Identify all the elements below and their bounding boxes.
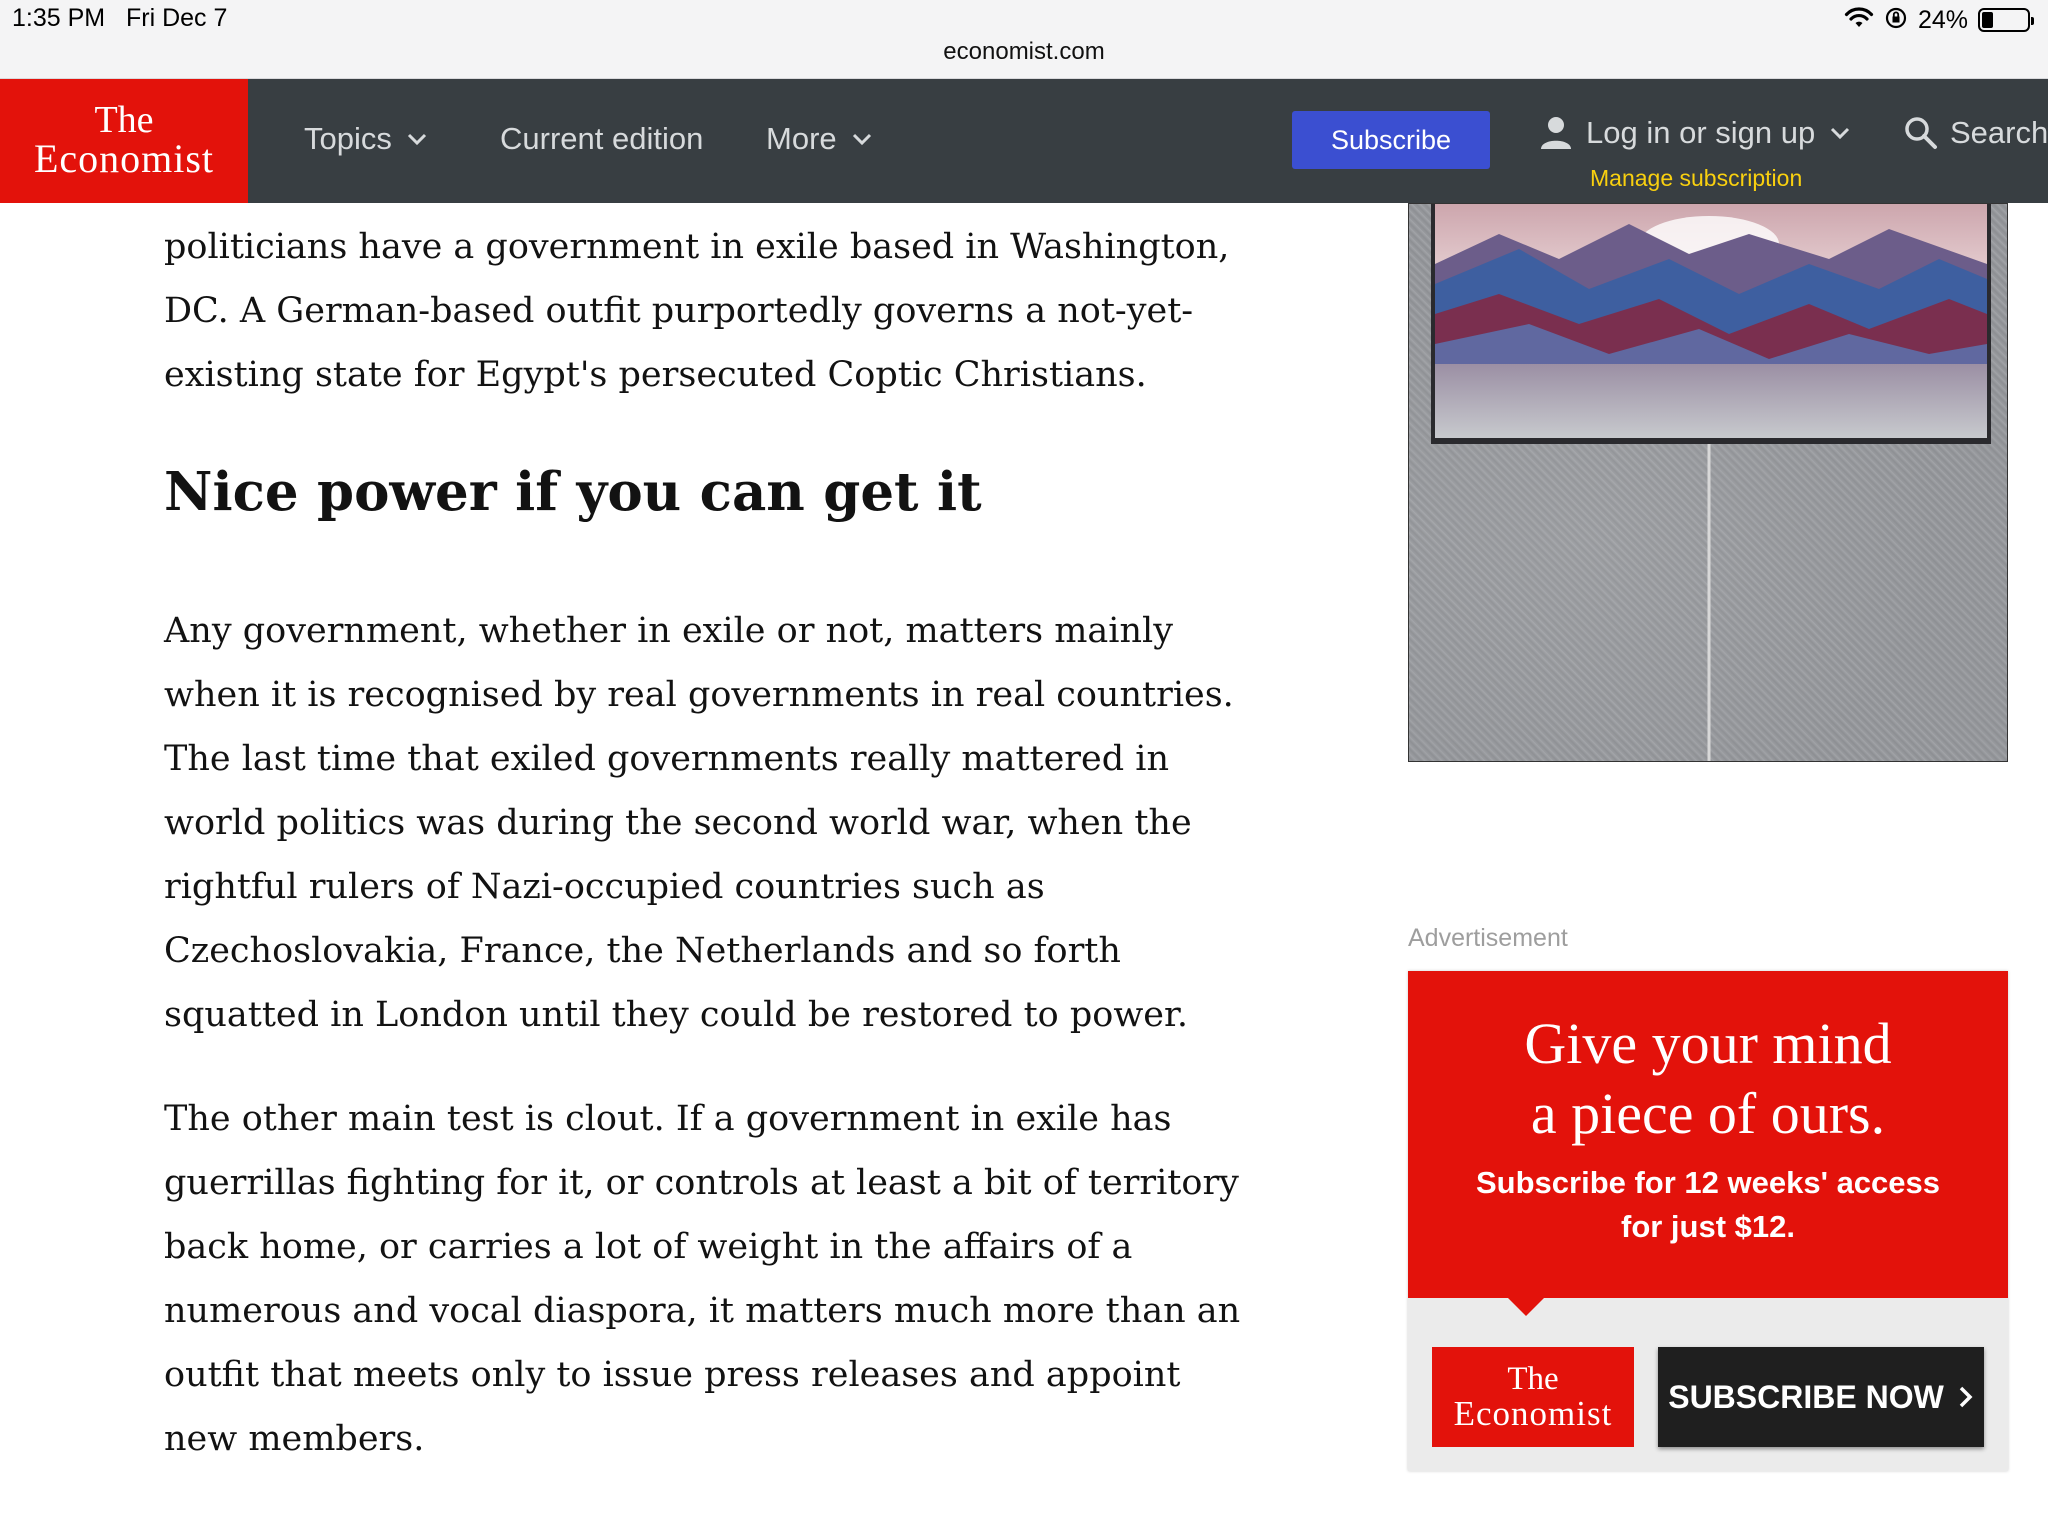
status-bar [0,0,2048,79]
ad-banner [1408,971,2008,1298]
battery-icon [1978,8,2030,32]
address-bar-url[interactable]: economist.com [943,38,1105,65]
search-label: Search [1950,115,2048,150]
chevron-right-icon [1958,1385,1974,1409]
article-paragraph: politicians have a government in exile based in Washington, DC. A German-based outfit purportedly governs a not-yet-existing state for Egypt's persecuted Coptic Christians. [164,227,1230,395]
tv-illustration [1409,204,2008,762]
user-icon [1540,116,1572,150]
status-date: Fri Dec 7 [126,4,228,32]
ad-subtext-line2: for just $12. [1621,1209,1795,1244]
advertisement-label: Advertisement [1408,924,1568,952]
wifi-icon [1844,6,1874,34]
chevron-down-icon [406,128,428,150]
search-icon [1904,116,1938,150]
nav-current-edition[interactable] [500,115,703,163]
nav-current-edition-label: Current edition [500,121,704,156]
login-menu[interactable] [1540,115,1851,151]
orientation-lock-icon [1884,6,1908,34]
search-button[interactable] [1904,115,2048,151]
ad-headline [1408,1009,2008,1149]
chevron-down-icon [1829,122,1851,144]
subscribe-now-label: SUBSCRIBE NOW [1668,1378,1944,1415]
nav-topics[interactable] [304,115,428,163]
ad-subtext [1408,1161,2008,1249]
article-paragraph: Any government, whether in exile or not, matters mainly when it is recognised by real governments in real countries. The last time that exiled governments really mattered in world politics was during the second world war, when the rightful rulers of Nazi-occupied countries such as Czechoslovakia, France, the Netherlands and so forth squatted in London until they could be restored to power. [164,611,1234,1035]
chevron-down-icon [851,128,873,150]
battery-percent: 24% [1917,5,1968,34]
sidebar-tv-image[interactable] [1408,203,2008,762]
subscribe-now-button[interactable] [1658,1347,1984,1447]
status-time: 1:35 PM [12,4,106,32]
ad-headline-line1: Give your mind [1524,1011,1892,1076]
nav-more[interactable] [766,115,873,163]
subscribe-button[interactable]: Subscribe [1292,111,1490,169]
ad-headline-line2: a piece of ours. [1530,1081,1886,1146]
subscription-ad[interactable] [1408,971,2008,1471]
ad-subtext-line1: Subscribe for 12 weeks' access [1475,1165,1941,1200]
login-label: Log in or sign up [1586,115,1816,150]
manage-subscription-link[interactable]: Manage subscription [1590,165,1803,191]
ad-economist-logo[interactable] [1432,1347,1634,1447]
status-indicators [1844,4,2030,36]
article-paragraph: The other main test is clout. If a government in exile has guerrillas fighting for it, or controls at least a bit of territory back home, or carries a lot of weight in the affairs of a numerous and vocal diaspora, it matters much more than an outfit that meets only to issue press releases and appoint new members. [164,1099,1241,1459]
ad-logo-line1: The [1507,1361,1559,1397]
section-heading: Nice power if you can get it [164,461,982,523]
ad-logo-line2: Economist [1453,1394,1613,1433]
site-navigation [0,79,2048,203]
nav-topics-label: Topics [304,121,392,156]
economist-logo[interactable] [0,79,248,203]
logo-line2: Economist [33,136,215,181]
nav-more-label: More [766,121,837,156]
logo-line1: The [94,99,154,141]
